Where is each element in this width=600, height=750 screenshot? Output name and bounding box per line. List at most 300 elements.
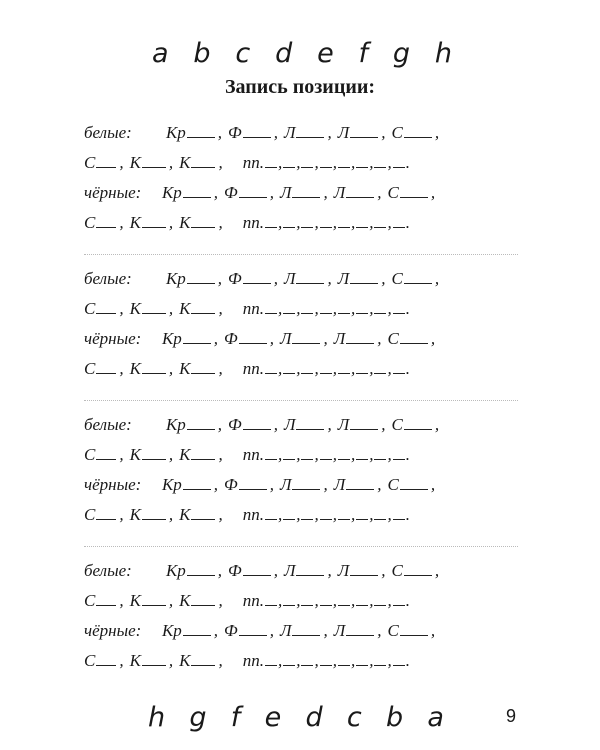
bottom-file-3: e xyxy=(264,702,282,733)
queen-blank[interactable] xyxy=(243,282,271,284)
comma: , xyxy=(387,359,392,378)
rook-piece: Л xyxy=(283,415,296,434)
pawn-blank[interactable] xyxy=(374,226,386,228)
knight-blank[interactable] xyxy=(191,604,215,606)
pawn-blank[interactable] xyxy=(265,604,277,606)
pawn-blank[interactable] xyxy=(393,604,405,606)
comma: , xyxy=(296,153,301,172)
king-blank[interactable] xyxy=(187,574,215,576)
pawn-blank[interactable] xyxy=(283,518,295,520)
comma: , xyxy=(327,269,332,288)
pawn-blank[interactable] xyxy=(356,372,368,374)
bottom-file-4: d xyxy=(305,702,323,733)
bottom-file-0: h xyxy=(148,702,166,733)
top-file-0: a xyxy=(152,38,169,69)
pawn-blank[interactable] xyxy=(301,226,313,228)
bishop-blank[interactable] xyxy=(400,488,428,490)
period: . xyxy=(405,213,410,232)
king-piece: Кр xyxy=(162,329,182,348)
bishop-blank[interactable] xyxy=(404,428,432,430)
comma: , xyxy=(273,269,278,288)
comma: , xyxy=(277,445,283,464)
bishop-blank[interactable] xyxy=(404,574,432,576)
king-blank[interactable] xyxy=(183,634,211,636)
rook-blank[interactable] xyxy=(350,574,378,576)
rook-blank[interactable] xyxy=(292,342,320,344)
period: . xyxy=(405,445,410,464)
pawn-blank[interactable] xyxy=(320,312,332,314)
comma: , xyxy=(119,153,124,172)
rook-blank[interactable] xyxy=(346,342,374,344)
bishop-piece: С xyxy=(387,329,399,348)
bottom-file-1: g xyxy=(189,702,207,733)
black-minor-line xyxy=(84,500,516,530)
pawn-blank[interactable] xyxy=(320,372,332,374)
pawn-blank[interactable] xyxy=(374,372,386,374)
king-blank[interactable] xyxy=(183,196,211,198)
period: . xyxy=(405,359,410,378)
pawn-blank[interactable] xyxy=(320,226,332,228)
queen-blank[interactable] xyxy=(243,428,271,430)
comma: , xyxy=(381,415,386,434)
knight-piece: К xyxy=(129,359,141,378)
king-piece: Кр xyxy=(166,123,186,142)
comma: , xyxy=(314,213,319,232)
queen-piece: Ф xyxy=(224,621,238,640)
comma: , xyxy=(277,651,283,670)
pawn-blank[interactable] xyxy=(301,372,313,374)
queen-piece: Ф xyxy=(228,123,242,142)
pawn-blank[interactable] xyxy=(301,664,313,666)
queen-blank[interactable] xyxy=(239,488,267,490)
comma: , xyxy=(217,415,223,434)
knight-piece: К xyxy=(179,505,191,524)
white-minor-line xyxy=(84,294,516,324)
white-minor-line xyxy=(84,440,516,470)
pawn-blank[interactable] xyxy=(356,604,368,606)
rook-blank[interactable] xyxy=(296,428,324,430)
bishop-piece: С xyxy=(84,213,96,232)
comma: , xyxy=(217,561,223,580)
page-number: 9 xyxy=(506,706,517,726)
pawn-blank[interactable] xyxy=(374,664,386,666)
comma: , xyxy=(369,153,374,172)
comma: , xyxy=(168,213,174,232)
comma: , xyxy=(296,299,301,318)
bishop-blank[interactable] xyxy=(96,664,116,666)
queen-piece: Ф xyxy=(228,415,242,434)
comma: , xyxy=(314,299,319,318)
knight-blank[interactable] xyxy=(191,226,215,228)
pawn-blank[interactable] xyxy=(393,226,405,228)
comma: , xyxy=(323,621,328,640)
comma: , xyxy=(168,445,174,464)
bishop-blank[interactable] xyxy=(96,166,116,168)
black-minor-line xyxy=(84,646,516,676)
bishop-piece: С xyxy=(84,299,96,318)
knight-piece: К xyxy=(179,651,191,670)
bishop-blank[interactable] xyxy=(96,372,116,374)
rook-piece: Л xyxy=(283,561,296,580)
knight-piece: К xyxy=(129,213,141,232)
black-minor-line xyxy=(84,208,516,238)
pawn-blank[interactable] xyxy=(338,664,350,666)
knight-blank[interactable] xyxy=(142,664,166,666)
pawn-blank[interactable] xyxy=(301,604,313,606)
pawn-blank[interactable] xyxy=(320,458,332,460)
comma: , xyxy=(217,123,223,142)
comma: , xyxy=(119,359,124,378)
period: . xyxy=(405,591,410,610)
pawn-blank[interactable] xyxy=(356,312,368,314)
comma: , xyxy=(434,269,440,288)
comma: , xyxy=(369,299,374,318)
pawn-blank[interactable] xyxy=(393,372,405,374)
pawn-blank[interactable] xyxy=(301,518,313,520)
comma: , xyxy=(213,621,219,640)
bishop-piece: С xyxy=(387,183,399,202)
page-heading: Запись позиции: xyxy=(224,76,376,98)
knight-piece: К xyxy=(179,213,191,232)
knight-blank[interactable] xyxy=(191,518,215,520)
top-file-5: f xyxy=(358,38,369,69)
knight-blank[interactable] xyxy=(142,226,166,228)
pawn-blank[interactable] xyxy=(320,166,332,168)
black-pieces-line xyxy=(84,324,516,354)
pawn-blank[interactable] xyxy=(265,372,277,374)
pawn-blank[interactable] xyxy=(283,372,295,374)
comma: , xyxy=(314,359,319,378)
comma: , xyxy=(273,561,278,580)
rook-blank[interactable] xyxy=(292,634,320,636)
knight-blank[interactable] xyxy=(142,604,166,606)
bishop-blank[interactable] xyxy=(96,458,116,460)
knight-blank[interactable] xyxy=(142,518,166,520)
period: . xyxy=(405,153,410,172)
pawn-blank[interactable] xyxy=(338,312,350,314)
pawn-blank[interactable] xyxy=(393,166,405,168)
pawn-blank[interactable] xyxy=(374,312,386,314)
bottom-file-2: f xyxy=(230,702,241,733)
comma: , xyxy=(332,591,337,610)
pawn-blank[interactable] xyxy=(374,604,386,606)
knight-piece: К xyxy=(179,299,191,318)
pawn-blank[interactable] xyxy=(374,518,386,520)
bishop-piece: С xyxy=(391,561,403,580)
comma: , xyxy=(218,651,223,670)
pawn-blank[interactable] xyxy=(320,664,332,666)
comma: , xyxy=(168,359,174,378)
pawn-blank[interactable] xyxy=(301,312,313,314)
pawn-blank[interactable] xyxy=(301,458,313,460)
comma: , xyxy=(381,269,386,288)
comma: , xyxy=(381,123,386,142)
rook-piece: Л xyxy=(279,183,292,202)
comma: , xyxy=(314,505,319,524)
rook-blank[interactable] xyxy=(296,282,324,284)
rook-piece: Л xyxy=(337,561,350,580)
rook-blank[interactable] xyxy=(346,488,374,490)
pawn-blank[interactable] xyxy=(393,664,405,666)
pawns-label: пп. xyxy=(242,651,264,670)
top-file-1: b xyxy=(193,38,211,69)
comma: , xyxy=(332,213,337,232)
pawn-blank[interactable] xyxy=(338,518,350,520)
king-blank[interactable] xyxy=(187,282,215,284)
rook-piece: Л xyxy=(283,123,296,142)
comma: , xyxy=(119,299,124,318)
king-piece: Кр xyxy=(162,183,182,202)
bishop-piece: С xyxy=(391,269,403,288)
white-minor-line xyxy=(84,148,516,178)
rook-piece: Л xyxy=(337,123,350,142)
rook-piece: Л xyxy=(333,475,346,494)
comma: , xyxy=(434,561,440,580)
comma: , xyxy=(119,591,124,610)
files-row-bottom xyxy=(148,704,444,731)
white-minor-line xyxy=(84,586,516,616)
rook-piece: Л xyxy=(279,475,292,494)
comma: , xyxy=(332,153,337,172)
pawn-blank[interactable] xyxy=(356,226,368,228)
king-blank[interactable] xyxy=(183,342,211,344)
white-label: белые: xyxy=(84,269,132,288)
bottom-file-7: a xyxy=(427,702,444,733)
pawn-blank[interactable] xyxy=(320,518,332,520)
bishop-blank[interactable] xyxy=(96,518,116,520)
pawn-blank[interactable] xyxy=(283,226,295,228)
queen-piece: Ф xyxy=(224,329,238,348)
pawn-blank[interactable] xyxy=(283,458,295,460)
position-record-1 xyxy=(84,118,516,238)
pawn-blank[interactable] xyxy=(338,226,350,228)
knight-piece: К xyxy=(129,445,141,464)
bishop-piece: С xyxy=(84,591,96,610)
black-pieces-line xyxy=(84,178,516,208)
rook-blank[interactable] xyxy=(350,136,378,138)
top-file-6: g xyxy=(392,38,411,69)
pawn-blank[interactable] xyxy=(283,604,295,606)
bishop-blank[interactable] xyxy=(400,196,428,198)
comma: , xyxy=(430,183,436,202)
rook-piece: Л xyxy=(279,621,292,640)
comma: , xyxy=(168,299,174,318)
bishop-blank[interactable] xyxy=(96,604,116,606)
queen-blank[interactable] xyxy=(239,634,267,636)
bishop-piece: С xyxy=(391,123,403,142)
pawns-label: пп. xyxy=(242,213,264,232)
comma: , xyxy=(350,505,356,524)
queen-piece: Ф xyxy=(228,269,242,288)
pawn-blank[interactable] xyxy=(283,664,295,666)
pawns-label: пп. xyxy=(242,359,264,378)
pawn-blank[interactable] xyxy=(356,166,368,168)
rook-piece: Л xyxy=(337,415,350,434)
king-blank[interactable] xyxy=(187,136,215,138)
pawn-blank[interactable] xyxy=(338,166,350,168)
bishop-blank[interactable] xyxy=(400,342,428,344)
top-file-3: d xyxy=(275,38,293,69)
comma: , xyxy=(314,153,319,172)
top-file-4: e xyxy=(317,38,334,69)
pawn-blank[interactable] xyxy=(301,166,313,168)
white-label: белые: xyxy=(84,123,132,142)
rook-blank[interactable] xyxy=(296,574,324,576)
comma: , xyxy=(387,651,392,670)
rook-blank[interactable] xyxy=(296,136,324,138)
king-piece: Кр xyxy=(166,561,186,580)
comma: , xyxy=(350,359,356,378)
divider-1 xyxy=(84,254,518,255)
comma: , xyxy=(369,505,374,524)
comma: , xyxy=(218,153,223,172)
pawn-blank[interactable] xyxy=(283,166,295,168)
top-file-7: h xyxy=(434,38,452,69)
bishop-blank[interactable] xyxy=(404,136,432,138)
files-row-top xyxy=(152,40,452,67)
comma: , xyxy=(277,591,283,610)
comma: , xyxy=(168,651,174,670)
bishop-blank[interactable] xyxy=(400,634,428,636)
comma: , xyxy=(327,123,332,142)
rook-piece: Л xyxy=(333,621,346,640)
pawn-blank[interactable] xyxy=(265,664,277,666)
comma: , xyxy=(296,213,301,232)
bishop-blank[interactable] xyxy=(96,226,116,228)
comma: , xyxy=(269,183,274,202)
pawn-blank[interactable] xyxy=(265,166,277,168)
bishop-piece: С xyxy=(84,651,96,670)
comma: , xyxy=(327,415,332,434)
king-blank[interactable] xyxy=(187,428,215,430)
bishop-piece: С xyxy=(387,475,399,494)
knight-blank[interactable] xyxy=(191,312,215,314)
pawn-blank[interactable] xyxy=(265,312,277,314)
comma: , xyxy=(296,591,301,610)
comma: , xyxy=(350,651,356,670)
bishop-blank[interactable] xyxy=(96,312,116,314)
comma: , xyxy=(350,591,356,610)
pawn-blank[interactable] xyxy=(393,312,405,314)
bishop-blank[interactable] xyxy=(404,282,432,284)
comma: , xyxy=(218,299,223,318)
comma: , xyxy=(213,183,219,202)
knight-blank[interactable] xyxy=(191,372,215,374)
comma: , xyxy=(434,123,440,142)
white-label: белые: xyxy=(84,561,132,580)
pawn-blank[interactable] xyxy=(356,458,368,460)
bishop-piece: С xyxy=(387,621,399,640)
pawn-blank[interactable] xyxy=(338,604,350,606)
pawns-label: пп. xyxy=(242,445,264,464)
queen-blank[interactable] xyxy=(243,136,271,138)
white-pieces-line xyxy=(84,264,516,294)
comma: , xyxy=(269,329,274,348)
pawn-blank[interactable] xyxy=(265,226,277,228)
queen-blank[interactable] xyxy=(239,342,267,344)
comma: , xyxy=(277,153,283,172)
rook-blank[interactable] xyxy=(292,488,320,490)
knight-piece: К xyxy=(129,153,141,172)
rook-blank[interactable] xyxy=(292,196,320,198)
knight-blank[interactable] xyxy=(142,312,166,314)
pawn-blank[interactable] xyxy=(265,518,277,520)
white-pieces-line xyxy=(84,118,516,148)
rook-blank[interactable] xyxy=(346,634,374,636)
knight-blank[interactable] xyxy=(142,372,166,374)
pawn-blank[interactable] xyxy=(374,458,386,460)
knight-blank[interactable] xyxy=(191,664,215,666)
pawn-blank[interactable] xyxy=(356,518,368,520)
comma: , xyxy=(434,415,440,434)
rook-blank[interactable] xyxy=(350,428,378,430)
comma: , xyxy=(350,153,356,172)
rook-piece: Л xyxy=(279,329,292,348)
comma: , xyxy=(323,475,328,494)
pawn-blank[interactable] xyxy=(283,312,295,314)
knight-blank[interactable] xyxy=(191,458,215,460)
period: . xyxy=(405,651,410,670)
comma: , xyxy=(430,621,436,640)
comma: , xyxy=(332,359,337,378)
comma: , xyxy=(314,651,319,670)
pawn-blank[interactable] xyxy=(265,458,277,460)
rook-blank[interactable] xyxy=(346,196,374,198)
black-label: чёрные: xyxy=(84,329,142,348)
pawn-blank[interactable] xyxy=(393,458,405,460)
comma: , xyxy=(323,183,328,202)
queen-blank[interactable] xyxy=(239,196,267,198)
pawn-blank[interactable] xyxy=(374,166,386,168)
knight-blank[interactable] xyxy=(142,166,166,168)
knight-blank[interactable] xyxy=(142,458,166,460)
rook-blank[interactable] xyxy=(350,282,378,284)
comma: , xyxy=(332,651,337,670)
comma: , xyxy=(350,299,356,318)
comma: , xyxy=(277,299,283,318)
black-label: чёрные: xyxy=(84,183,142,202)
king-piece: Кр xyxy=(166,269,186,288)
bishop-piece: С xyxy=(84,153,96,172)
pawn-blank[interactable] xyxy=(320,604,332,606)
comma: , xyxy=(269,621,274,640)
comma: , xyxy=(119,651,124,670)
knight-blank[interactable] xyxy=(191,166,215,168)
knight-piece: К xyxy=(179,359,191,378)
king-blank[interactable] xyxy=(183,488,211,490)
comma: , xyxy=(369,591,374,610)
pawn-blank[interactable] xyxy=(338,372,350,374)
black-pieces-line xyxy=(84,616,516,646)
comma: , xyxy=(168,153,174,172)
comma: , xyxy=(332,445,337,464)
comma: , xyxy=(296,359,301,378)
divider-2 xyxy=(84,400,518,401)
period: . xyxy=(405,505,410,524)
bishop-piece: С xyxy=(84,505,96,524)
comma: , xyxy=(119,213,124,232)
knight-piece: К xyxy=(129,591,141,610)
top-file-2: c xyxy=(235,38,251,69)
queen-piece: Ф xyxy=(224,475,238,494)
queen-blank[interactable] xyxy=(243,574,271,576)
pawn-blank[interactable] xyxy=(356,664,368,666)
comma: , xyxy=(387,505,392,524)
comma: , xyxy=(314,445,319,464)
pawn-blank[interactable] xyxy=(338,458,350,460)
pawn-blank[interactable] xyxy=(393,518,405,520)
comma: , xyxy=(218,505,223,524)
